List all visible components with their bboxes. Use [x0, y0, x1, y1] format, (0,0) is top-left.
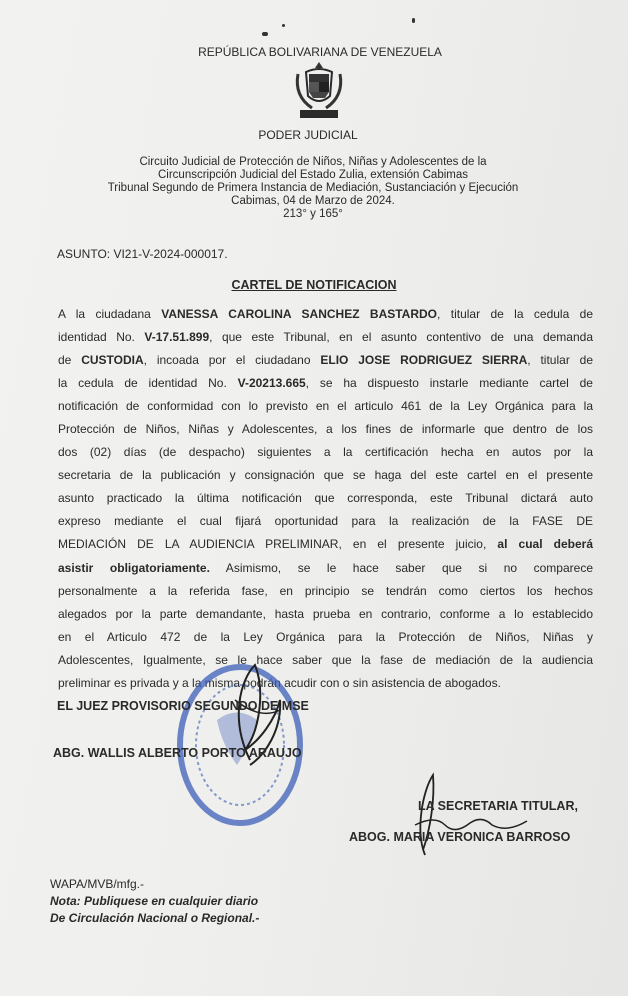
body-line: [58, 583, 593, 606]
body-text: identidad No.: [58, 330, 145, 345]
body-text: , titular de la cedula de: [437, 307, 593, 321]
body-bold-text: al cual deberá: [497, 537, 593, 552]
body-line: [58, 421, 593, 444]
scan-speck: [412, 18, 415, 23]
body-line: [58, 352, 593, 375]
body-text: de: [58, 353, 82, 368]
body-line: [58, 375, 593, 398]
body-text: en el Articulo 472 de la Ley Orgánica para la Protección de Niños, Niñas y: [58, 629, 593, 644]
court-line: Circuito Judicial de Protección de Niños, Niñas y Adolescentes de la: [139, 156, 487, 168]
body-line: [58, 652, 593, 675]
court-line: Circunscripción Judicial del Estado Zulia, extensión Cabimas: [157, 169, 468, 181]
secretary-name: ABOG. MARIA VERONICA BARROSO: [349, 830, 571, 844]
body-text: la cedula de identidad No.: [58, 376, 238, 391]
body-text: secretaria de la publicación y consignación que se haga del este cartel en el presente: [58, 468, 593, 483]
body-text: personalmente a la referida fase, en principio se tendrán como ciertos los hechos: [58, 583, 593, 598]
body-text: , que este Tribunal, en el asunto contentivo de una demanda: [209, 330, 593, 345]
body-bold-text: V-20213.665: [237, 376, 306, 391]
judge-name: ABG. WALLIS ALBERTO PORTO ARAUJO: [53, 746, 302, 760]
body-text: dos (02) días (de despacho) siguientes a la certificación hecha en autos por la: [58, 445, 593, 460]
judge-title: EL JUEZ PROVISORIO SEGUNDO DE MSE: [57, 699, 309, 713]
case-number: ASUNTO: VI21-V-2024-000017.: [57, 247, 228, 261]
body-text: , incoada por el ciudadano: [143, 353, 321, 368]
body-line: [58, 398, 593, 421]
body-line: [58, 490, 593, 513]
body-line: [58, 513, 593, 536]
court-years: 213° y 165°: [283, 208, 343, 220]
body-bold-text: asistir obligatoriamente.: [58, 560, 210, 575]
body-text: alegados por la parte demandante, hasta prueba en contrario, conforme a lo establecido: [58, 606, 593, 621]
body-text: MEDIACIÓN DE LA AUDIENCIA PRELIMINAR, en el presente juicio,: [58, 537, 498, 552]
body-line: [58, 306, 593, 329]
scan-speck: [282, 24, 285, 27]
body-text: Adolescentes, Igualmente, se le hace saber que la fase de mediación de la audiencia: [58, 652, 593, 667]
body-line: [58, 536, 593, 559]
body-bold-text: V-17.51.899: [144, 330, 210, 345]
body-line: [58, 444, 593, 467]
body-text: , se ha dispuesto instarle mediante cartel de: [305, 376, 593, 391]
body-text: asunto practicado la última notificación que corresponda, este Tribunal dictará auto: [58, 491, 593, 506]
notice-body: [58, 306, 593, 698]
body-text: A la ciudadana: [58, 307, 162, 321]
body-text: preliminar es privada y a la misma podrán acudir con o sin asistencia de abogados.: [58, 675, 501, 690]
footer-initials: WAPA/MVB/mfg.-: [50, 877, 145, 891]
coat-of-arms-icon: [292, 60, 346, 122]
body-bold-text: ELIO JOSE RODRIGUEZ SIERRA: [320, 353, 528, 368]
body-text: Asimismo, se le hace saber que si no comparece: [209, 560, 593, 575]
court-line: Tribunal Segundo de Primera Instancia de Mediación, Sustanciación y Ejecución: [107, 182, 519, 194]
body-line: [58, 467, 593, 490]
body-line: [58, 629, 593, 652]
court-heading: [0, 156, 627, 221]
body-text: notificación de conformidad con lo previsto en el articulo 461 de la Ley Orgánica para la: [58, 399, 593, 414]
secretary-signature-icon: [395, 770, 545, 860]
body-line: [58, 606, 593, 629]
body-line: [58, 329, 593, 352]
body-bold-text: VANESSA CAROLINA SANCHEZ BASTARDO: [161, 307, 438, 321]
body-line: [58, 675, 593, 698]
body-text: , titular de: [527, 353, 594, 368]
body-bold-text: CUSTODIA: [81, 353, 144, 368]
document-title: CARTEL DE NOTIFICACION: [231, 278, 397, 292]
footer: [50, 876, 259, 927]
footer-note-line: Nota: Publiquese en cualquier diario: [50, 894, 259, 908]
court-date: Cabimas, 04 de Marzo de 2024.: [231, 195, 395, 207]
footer-note-line: De Circulación Nacional o Regional.-: [50, 911, 260, 925]
branch-heading: PODER JUDICIAL: [258, 128, 358, 142]
secretary-title: LA SECRETARIA TITULAR,: [418, 799, 578, 813]
scan-speck: [262, 32, 268, 36]
body-text: Protección de Niños, Niñas y Adolescentes, a los fines de informarle que dentro de los: [58, 422, 593, 437]
body-text: expreso mediante el cual fijará oportunidad para la realización de la FASE DE: [58, 514, 593, 529]
body-line: [58, 560, 593, 583]
republic-heading: REPÚBLICA BOLIVARIANA DE VENEZUELA: [198, 45, 442, 59]
